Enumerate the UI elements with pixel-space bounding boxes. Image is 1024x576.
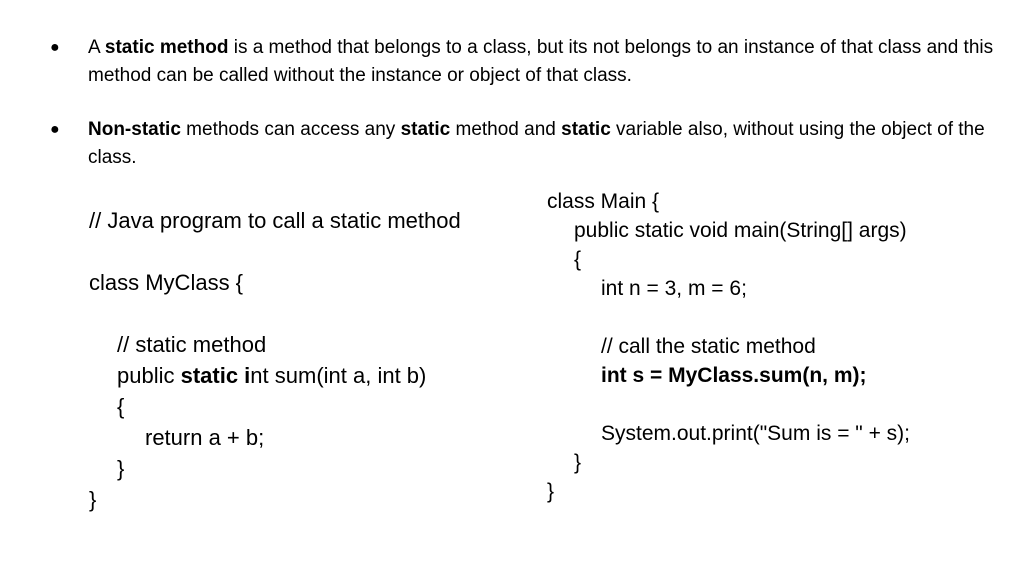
code-class-close: }	[89, 487, 97, 512]
blank-line	[547, 303, 1007, 332]
bold-term: Non-static	[88, 119, 181, 140]
code-block-main	[547, 187, 1007, 506]
bold-term: static	[400, 119, 451, 140]
code-open-brace: {	[117, 394, 125, 419]
code-class-declaration: class MyClass {	[89, 270, 244, 295]
code-static-call: int s = MyClass.sum(n, m);	[601, 364, 867, 387]
bullet-text: is a method that belongs to a class, but its not belongs to an instance of that class and this method can be called without the instance or object of that class.	[88, 37, 994, 86]
code-open-brace: {	[574, 248, 582, 271]
blank-line	[89, 236, 469, 267]
bold-term: static	[561, 119, 611, 140]
code-method-comment: // static method	[117, 332, 267, 357]
code-comment: // Java program to call a static method	[89, 208, 461, 233]
code-class-close: }	[547, 480, 555, 503]
code-close-brace: }	[117, 456, 125, 481]
bold-term: static method	[104, 37, 229, 58]
bullet-text: methods can access any	[180, 119, 401, 140]
code-print-statement: System.out.print("Sum is = " + s);	[601, 422, 911, 445]
code-method-signature	[89, 360, 469, 391]
code-close-brace: }	[574, 451, 582, 474]
code-main-signature: public static void main(String[] args)	[574, 219, 907, 242]
blank-line	[547, 390, 1007, 419]
bullet-dot-icon: ●	[50, 121, 60, 138]
bullet-text: method and	[450, 119, 562, 140]
bullet-non-static-access	[50, 116, 1000, 172]
bullet-dot-icon: ●	[50, 39, 60, 56]
code-block-myclass	[89, 205, 469, 515]
code-return-statement: return a + b;	[145, 425, 265, 450]
code-class-declaration: class Main {	[547, 190, 660, 213]
blank-line	[89, 298, 469, 329]
bullet-list	[50, 34, 1000, 172]
bullet-text: variable also, without using the object of the class.	[88, 119, 985, 168]
code-variable-declaration: int n = 3, m = 6;	[601, 277, 747, 300]
code-token: nt sum(int a, int b)	[250, 363, 427, 388]
code-token-bold: static i	[180, 363, 251, 388]
bullet-static-method-definition	[50, 34, 1000, 90]
bullet-text: A	[88, 37, 105, 58]
code-comment: // call the static method	[601, 335, 816, 358]
code-token: public	[117, 363, 181, 388]
